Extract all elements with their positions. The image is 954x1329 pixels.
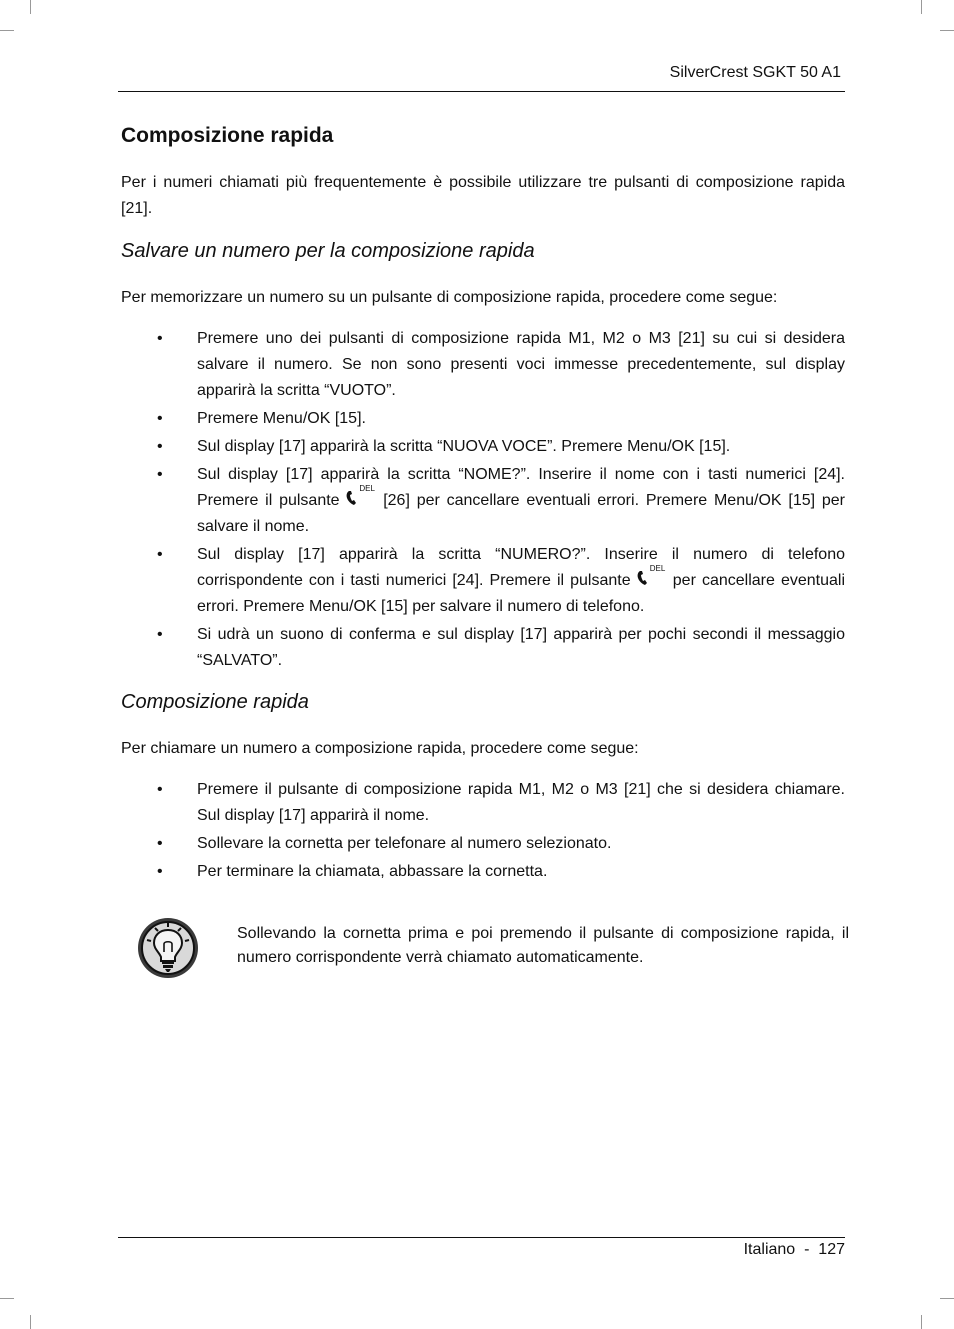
dial-intro (121, 736, 845, 762)
bullet-icon: • (157, 466, 163, 483)
bullet-icon: • (157, 835, 163, 852)
save-steps-list (121, 326, 845, 676)
crop-mark (0, 30, 14, 31)
bullet-icon: • (157, 410, 163, 427)
section-intro-text: Per i numeri chiamati più frequentemente è possibile utilizzare tre pulsanti di composizione rapida [21]. (121, 174, 845, 217)
footer-rule (118, 1237, 845, 1238)
crop-mark (0, 1298, 14, 1299)
list-item: • Premere Menu/OK [15]. (121, 406, 845, 432)
list-item: • Sul display [17] apparirà la scritta “NOME?”. Inserire il nome con i tasti numerici [24]. Premere il pulsante DEL [26] per cancellare eventuali errori. Premere Menu/OK [15] per salvare il nome. (121, 462, 845, 540)
save-subtitle: Salvare un numero per la composizione rapida (121, 240, 535, 262)
list-item: • Per terminare la chiamata, abbassare la cornetta. (121, 859, 845, 885)
dial-subtitle: Composizione rapida (121, 691, 309, 713)
phone-del-icon: DEL (346, 490, 376, 506)
crop-mark (940, 30, 954, 31)
footer-page-number: Italiano - 127 (743, 1241, 845, 1258)
tip-text: Sollevando la cornetta prima e poi premendo il pulsante di composizione rapida, il numero corrispondente verrà chiamato automaticamente. (237, 925, 849, 966)
list-item: • Si udrà un suono di conferma e sul display [17] apparirà per pochi secondi il messaggio “SALVATO”. (121, 622, 845, 674)
crop-mark (30, 0, 31, 14)
bullet-icon: • (157, 438, 163, 455)
bullet-icon: • (157, 546, 163, 563)
crop-mark (30, 1315, 31, 1329)
list-item: • Sul display [17] apparirà la scritta “NUMERO?”. Inserire il numero di telefono corrispondente con i tasti numerici [24]. Premere il pulsante DEL per cancellare eventuali errori. Premere Menu/OK [15] per salvare il numero di telefono. (121, 542, 845, 620)
list-item: • Premere il pulsante di composizione rapida M1, M2 o M3 [21] che si desidera chiamare. Sul display [17] apparirà il nome. (121, 777, 845, 829)
dial-intro-text: Per chiamare un numero a composizione rapida, procedere come segue: (121, 740, 639, 757)
list-item: • Sollevare la cornetta per telefonare al numero selezionato. (121, 831, 845, 857)
phone-del-icon: DEL (637, 570, 667, 586)
section-title: Composizione rapida (121, 124, 334, 147)
list-item: • Sul display [17] apparirà la scritta “NUOVA VOCE”. Premere Menu/OK [15]. (121, 434, 845, 460)
save-intro (121, 285, 845, 311)
list-item: • Premere uno dei pulsanti di composizione rapida M1, M2 o M3 [21] su cui si desidera salvare il numero. Se non sono presenti voci immesse precedentemente, sul display apparirà la scritta “VUOTO”. (121, 326, 845, 404)
bullet-icon: • (157, 863, 163, 880)
bullet-icon: • (157, 781, 163, 798)
header-title: SilverCrest SGKT 50 A1 (669, 64, 841, 81)
dial-steps-list (121, 777, 845, 887)
bullet-icon: • (157, 330, 163, 347)
crop-mark (940, 1298, 954, 1299)
bullet-icon: • (157, 626, 163, 643)
section-intro (121, 170, 845, 222)
crop-mark (921, 1315, 922, 1329)
header-rule (118, 91, 845, 92)
crop-mark (921, 0, 922, 14)
save-intro-text: Per memorizzare un numero su un pulsante di composizione rapida, procedere come segue: (121, 289, 778, 306)
lightbulb-tip-icon (136, 916, 200, 980)
